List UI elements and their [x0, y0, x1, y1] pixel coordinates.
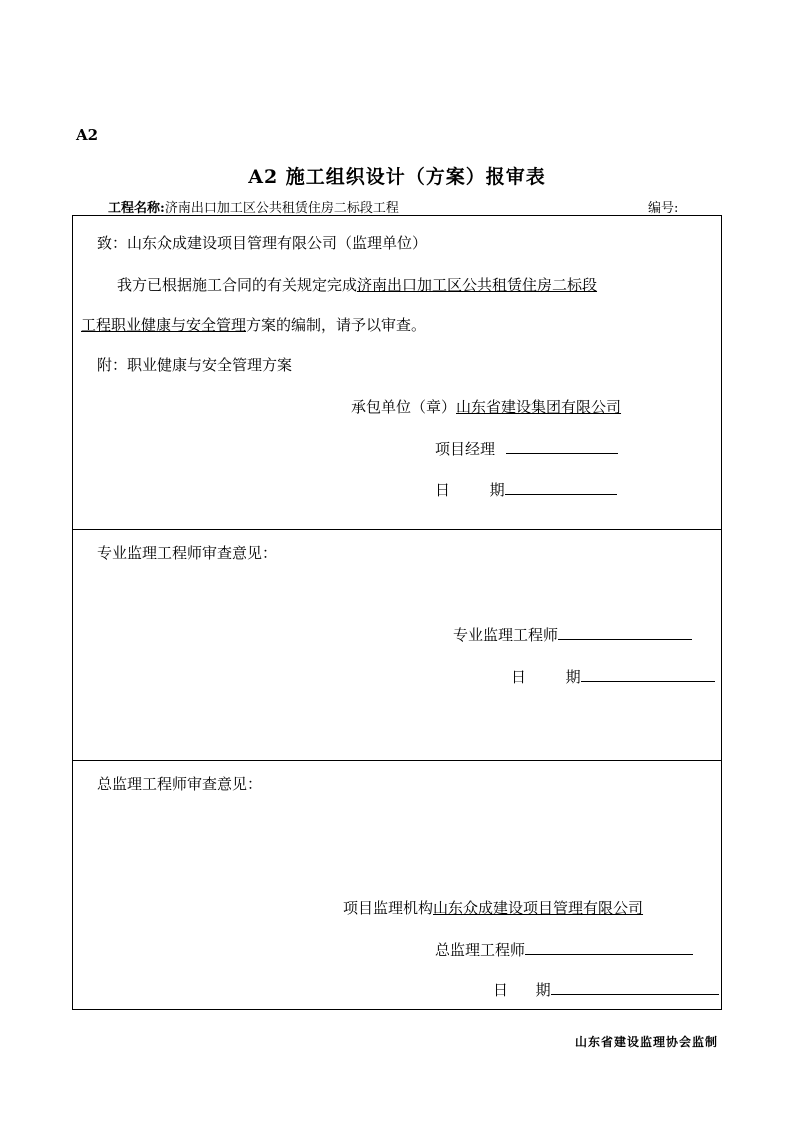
specialist-engineer-line	[453, 624, 692, 645]
project-name-row	[108, 197, 399, 216]
manager-line	[435, 438, 618, 459]
chief-engineer-line	[435, 939, 693, 960]
date-signature-line-2	[581, 667, 715, 682]
date-line-1	[435, 479, 617, 500]
project-name-value: 济南出口加工区公共租赁住房二标段工程	[164, 201, 399, 216]
form-code: A2	[76, 126, 99, 144]
date-line-2	[511, 666, 715, 687]
manager-signature-line	[506, 439, 618, 454]
body-line-1-project: 济南出口加工区公共租赁住房二标段	[357, 276, 598, 294]
attachment-line: 附：职业健康与安全管理方案	[97, 356, 293, 374]
submission-section	[72, 215, 722, 530]
page-title: A2 施工组织设计（方案）报审表	[248, 166, 546, 188]
body-line-2-project: 工程	[81, 316, 112, 334]
specialist-signature-line	[558, 625, 692, 640]
contractor-line	[351, 396, 621, 417]
date-label-2b: 期	[565, 668, 581, 686]
chief-review-section	[72, 760, 722, 1010]
chief-signature-line	[525, 940, 693, 955]
supervision-org-line	[343, 897, 643, 918]
contractor-value: 山东省建设集团有限公司	[456, 398, 622, 416]
body-line-2	[81, 314, 426, 335]
specialist-engineer-label: 专业监理工程师	[453, 626, 559, 644]
addressee-value: 山东众成建设项目管理有限公司（监理单位）	[127, 234, 428, 252]
date-line-3	[493, 979, 719, 1000]
body-line-2-plan: 职业健康与安全管理	[111, 316, 247, 334]
supervision-org-label: 项目监理机构	[343, 899, 434, 917]
number-label: 编号:	[648, 201, 679, 216]
manager-label: 项目经理	[435, 440, 496, 458]
date-label-1b: 期	[489, 481, 505, 499]
specialist-review-section	[72, 529, 722, 761]
date-label-2a: 日	[511, 668, 527, 686]
contractor-label: 承包单位（章）	[351, 398, 457, 416]
chief-engineer-label: 总监理工程师	[435, 941, 526, 959]
body-line-1	[117, 274, 597, 295]
date-label-1a: 日	[435, 481, 451, 499]
body-line-1-prefix: 我方已根据施工合同的有关规定完成	[117, 276, 358, 294]
chief-heading: 总监理工程师审查意见：	[97, 775, 263, 793]
specialist-heading: 专业监理工程师审查意见：	[97, 544, 278, 562]
date-signature-line-3	[551, 980, 719, 995]
date-label-3b: 期	[535, 981, 551, 999]
supervision-org-value: 山东众成建设项目管理有限公司	[433, 899, 644, 917]
addressee-prefix: 致：	[97, 234, 128, 252]
body-line-2-suffix: 方案的编制，请予以审查。	[246, 316, 427, 334]
footer-issuer: 山东省建设监理协会监制	[574, 1035, 718, 1049]
date-signature-line-1	[505, 480, 617, 495]
project-name-label: 工程名称:	[108, 201, 165, 216]
addressee-line	[97, 232, 427, 253]
date-label-3a: 日	[493, 981, 509, 999]
